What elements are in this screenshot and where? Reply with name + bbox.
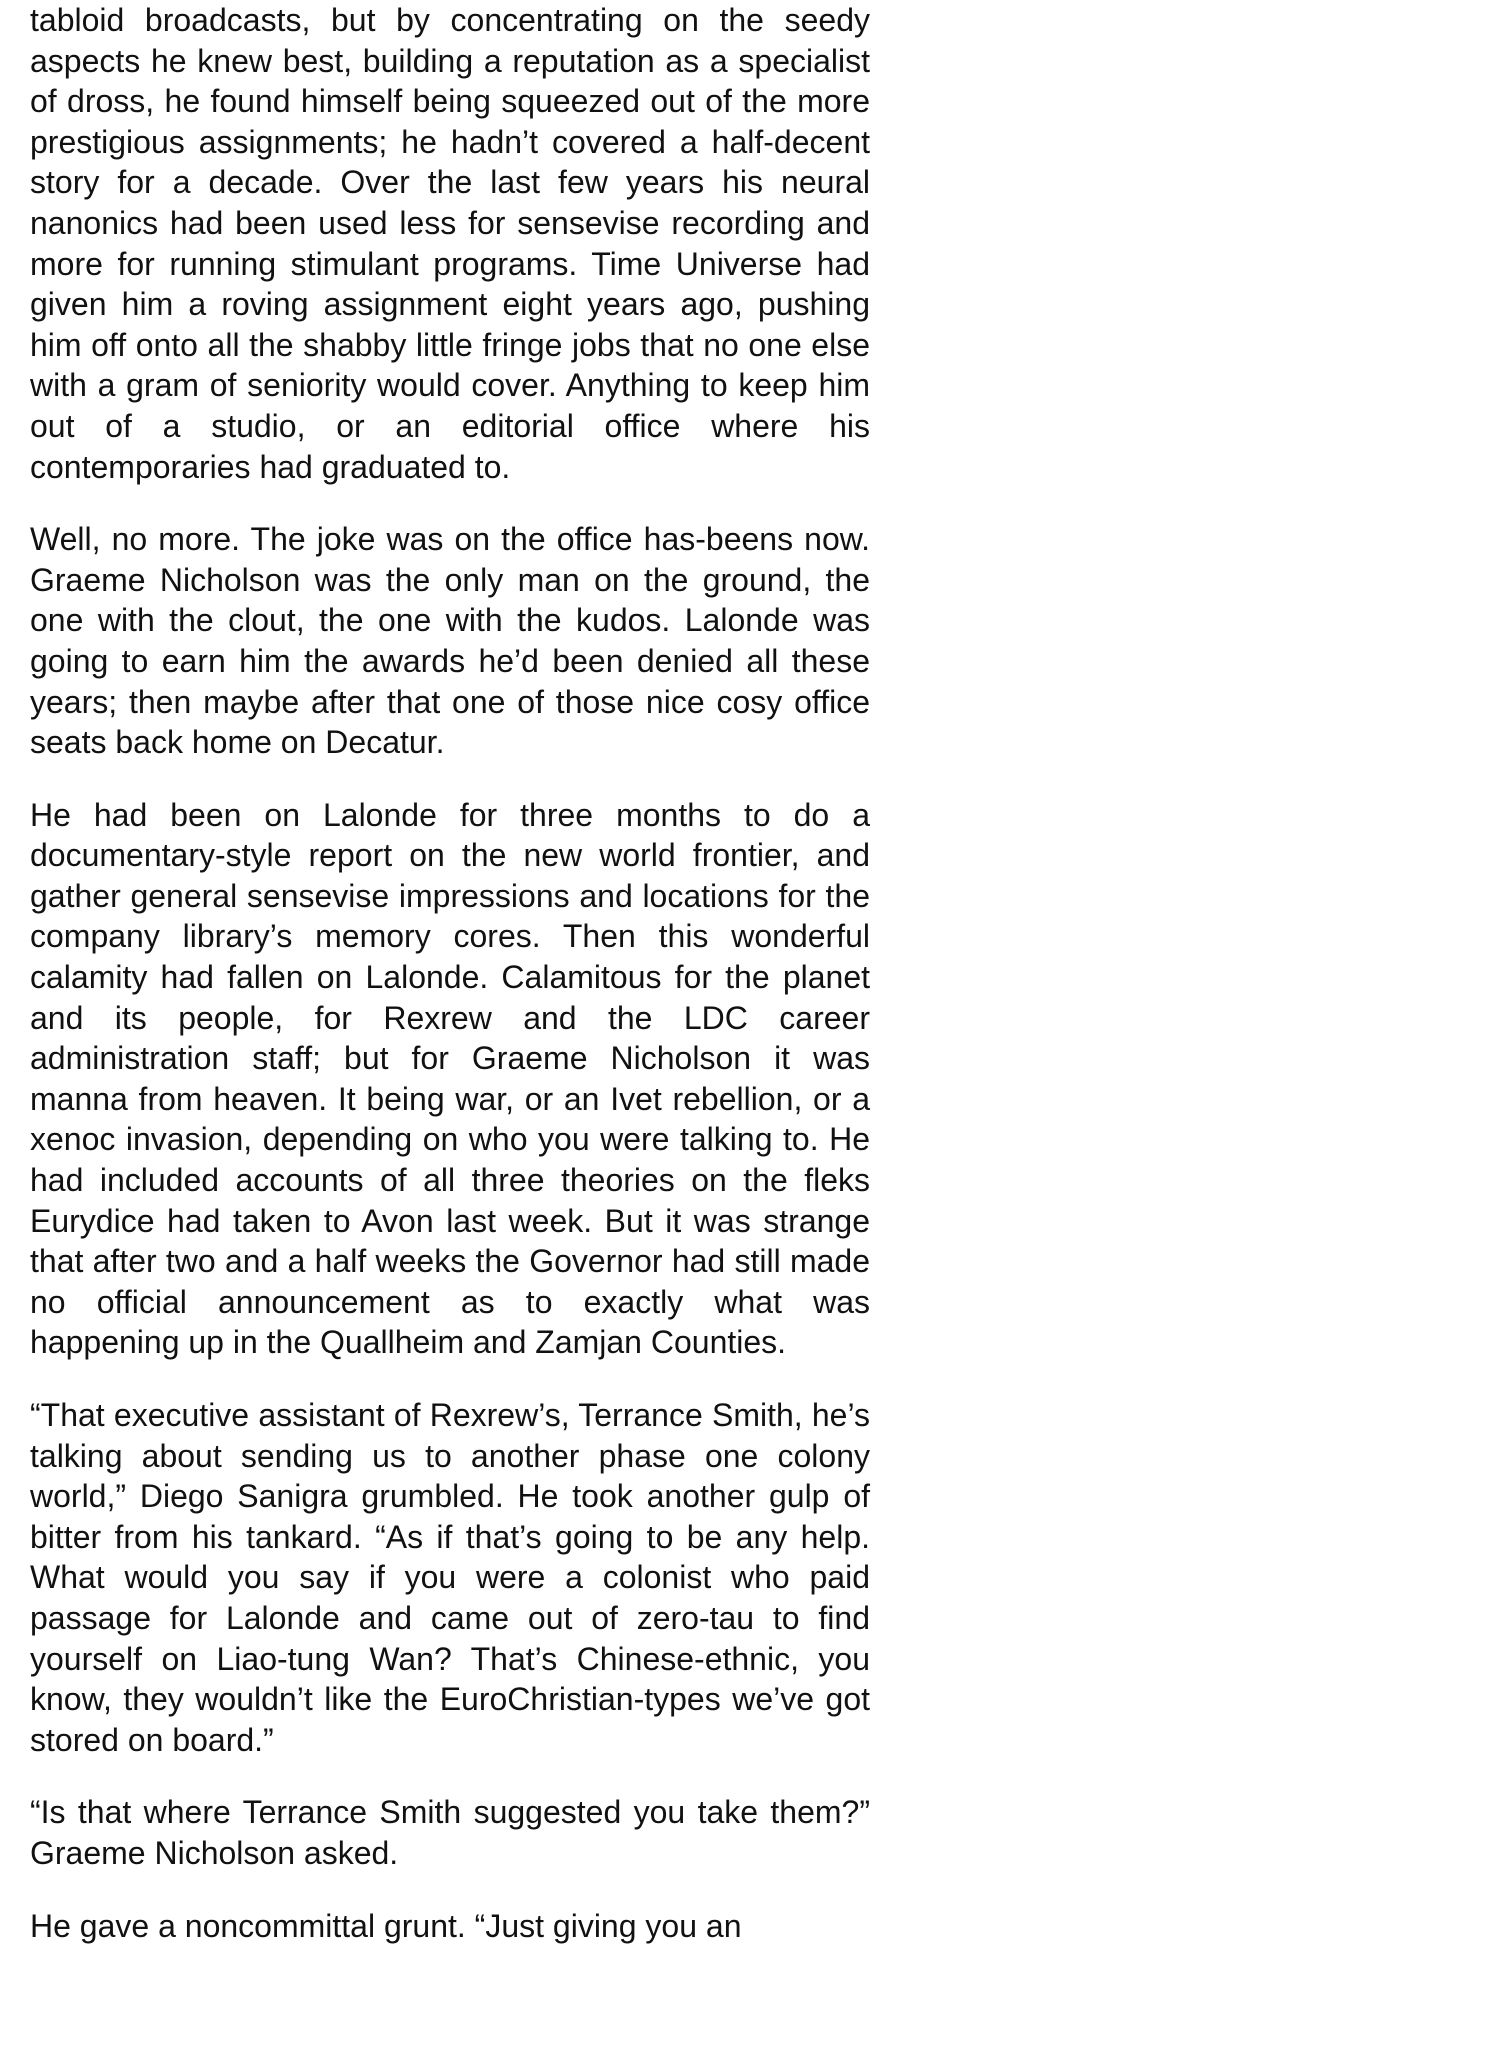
document-page xyxy=(30,0,870,1978)
paragraph-5: “Is that where Terrance Smith suggested you take them?” Graeme Nicholson asked. xyxy=(30,1794,870,1871)
paragraph-4: “That executive assistant of Rexrew’s, Terrance Smith, he’s talking about sending us to another phase one colony world,” Diego Sanigra grumbled. He took another gulp of bitter from his tankard. “As if that’s going to be any help. What would you say if you were a colonist who paid passage for Lalonde and came out of zero-tau to find yourself on Liao-tung Wan? That’s Chinese-ethnic, you know, they wouldn’t like the EuroChristian-types we’ve got stored on board.” xyxy=(30,1397,870,1758)
paragraph-2: Well, no more. The joke was on the office has-beens now. Graeme Nicholson was the only man on the ground, the one with the clout, the one with the kudos. Lalonde was going to earn him the awards he’d been denied all these years; then maybe after that one of those nice cosy office seats back home on Decatur. xyxy=(30,521,870,761)
paragraph-1: tabloid broadcasts, but by concentrating on the seedy aspects he knew best, building a reputation as a specialist of dross, he found himself being squeezed out of the more prestigious assignments; he hadn’t covered a half-decent story for a decade. Over the last few years his neural nanonics had been used less for sensevise recording and more for running stimulant programs. Time Universe had given him a roving assignment eight years ago, pushing him off onto all the shabby little fringe jobs that no one else with a gram of seniority would cover. Anything to keep him out of a studio, or an editorial office where his contemporaries had graduated to. xyxy=(30,2,870,485)
paragraph-6: He gave a noncommittal grunt. “Just giving you an xyxy=(30,1907,742,1944)
paragraph-3: He had been on Lalonde for three months to do a documentary-style report on the new world frontier, and gather general sensevise impressions and locations for the company library’s memory cores. Then this wonderful calamity had fallen on Lalonde. Calamitous for the planet and its people, for Rexrew and the LDC career administration staff; but for Graeme Nicholson it was manna from heaven. It being war, or an Ivet rebellion, or a xenoc invasion, depending on who you were talking to. He had included accounts of all three theories on the fleks Eurydice had taken to Avon last week. But it was strange that after two and a half weeks the Governor had still made no official announcement as to exactly what was happening up in the Quallheim and Zamjan Counties. xyxy=(30,796,870,1361)
